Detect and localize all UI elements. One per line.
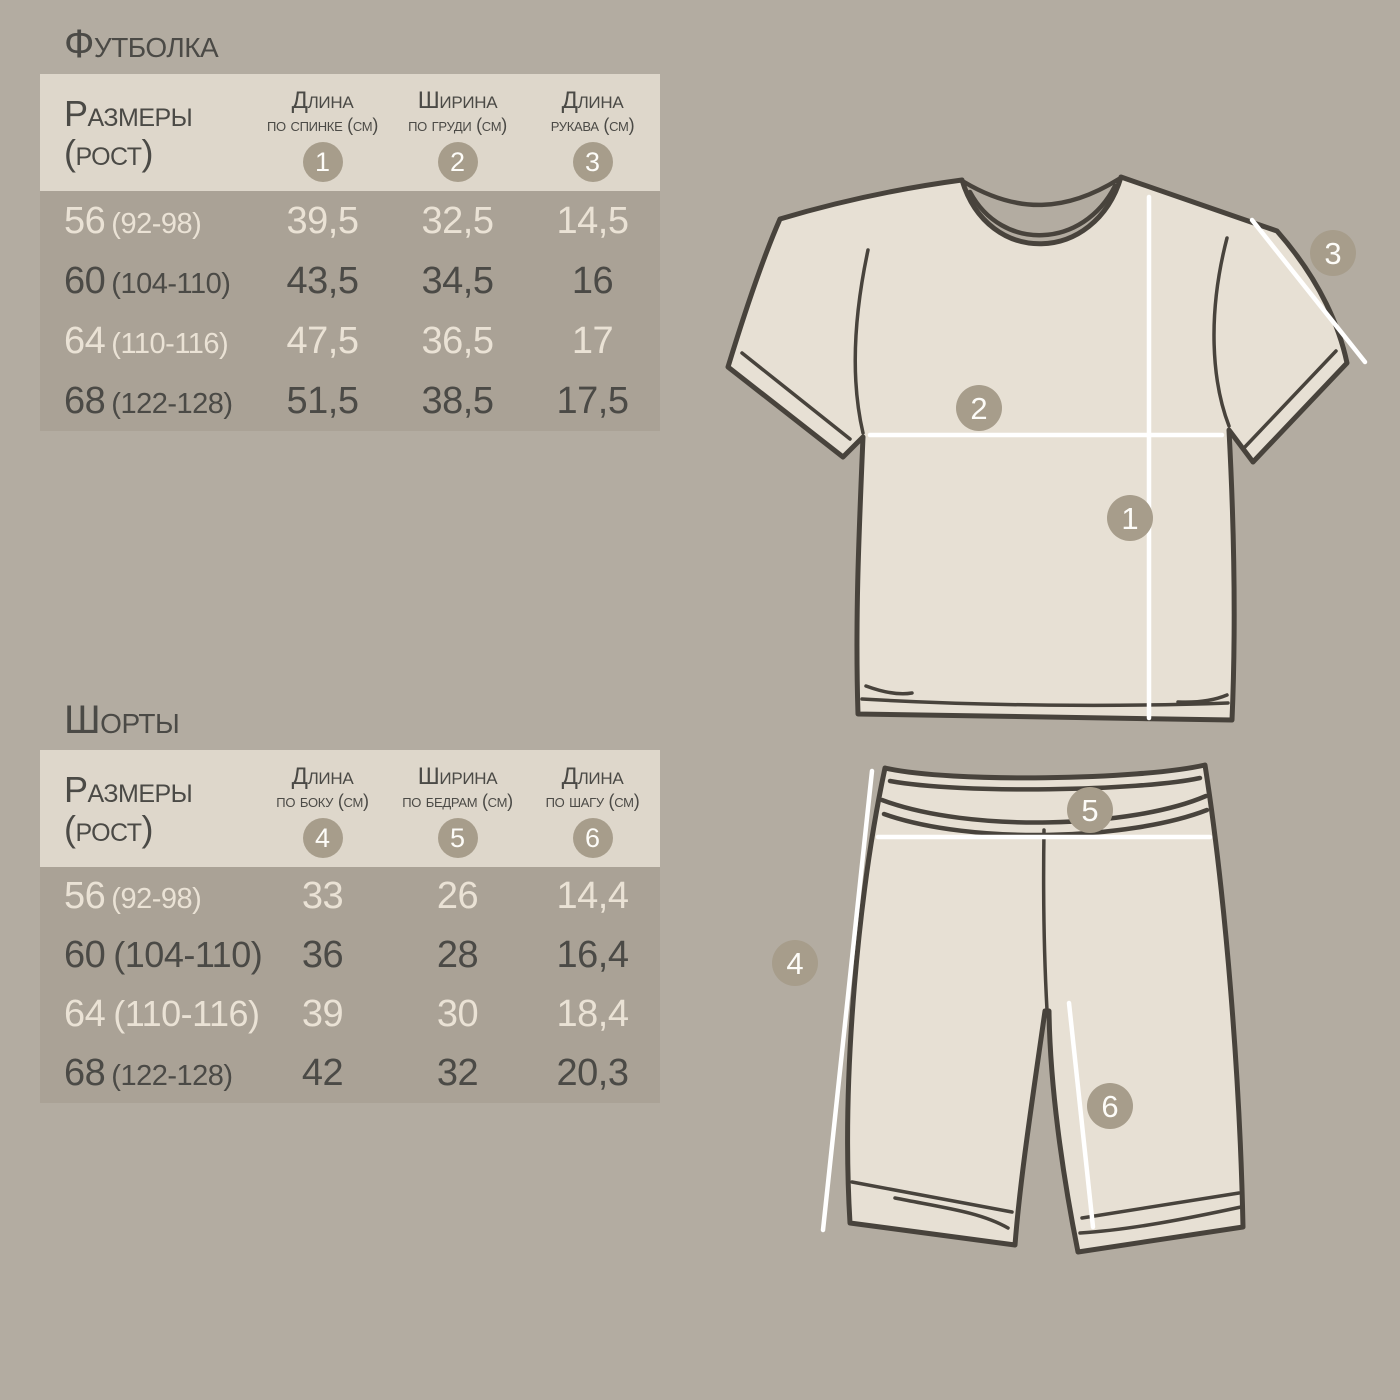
table-row [40, 251, 660, 311]
sleeve-length-value: 14,5 [556, 199, 629, 242]
marker-2-badge: 2 [438, 142, 478, 182]
inseam-value: 14,4 [556, 875, 629, 917]
tshirt-outline [728, 177, 1347, 720]
height-range: (110-116) [111, 327, 229, 360]
inseam-value: 20,3 [556, 1052, 629, 1094]
height-range: (110-116) [113, 993, 260, 1034]
sizes-sublabel: (рост) [64, 132, 154, 173]
side-length-value: 42 [301, 1052, 344, 1094]
back-length-value: 43,5 [286, 259, 359, 302]
diagram-marker-1 [1107, 495, 1153, 541]
hip-width-value: 30 [436, 993, 479, 1035]
sleeve-length-value: 17 [571, 319, 614, 362]
chest-width-value: 36,5 [421, 319, 494, 362]
side-length-value: 33 [301, 875, 344, 917]
table-row [40, 985, 660, 1044]
marker-5-badge: 5 [438, 818, 478, 858]
tshirt-table-body [40, 191, 660, 431]
sizes-sublabel: (рост) [64, 808, 154, 849]
size-value: 64 [64, 319, 106, 362]
svg-text:3: 3 [1324, 236, 1342, 271]
back-length-value: 47,5 [286, 319, 359, 362]
size-value: 68 [64, 1052, 106, 1094]
marker-6-badge: 6 [573, 818, 613, 858]
shorts-section-title: Шорты [64, 698, 180, 742]
hip-width-value: 26 [436, 875, 479, 917]
chest-width-value: 38,5 [421, 379, 494, 422]
size-value: 56 [64, 199, 106, 242]
table-row [40, 867, 660, 926]
back-length-value: 51,5 [286, 379, 359, 422]
table-row [40, 191, 660, 251]
chest-width-value: 34,5 [421, 259, 494, 302]
svg-text:1: 1 [1121, 501, 1139, 536]
size-value: 60 [64, 934, 106, 976]
height-range: (92-98) [111, 883, 202, 915]
size-value: 68 [64, 379, 106, 422]
table-row [40, 926, 660, 985]
sleeve-length-value: 17,5 [556, 379, 629, 422]
svg-text:5: 5 [1081, 793, 1099, 828]
sleeve-length-value: 16 [571, 259, 614, 302]
svg-text:2: 2 [970, 391, 988, 426]
table-row [40, 311, 660, 371]
tshirt-diagram [700, 150, 1400, 770]
diagram-marker-3 [1310, 230, 1356, 276]
column-header-side-length: Длина по боку (см) 4 [255, 750, 390, 867]
svg-text:6: 6 [1101, 1089, 1119, 1124]
height-range: (122-128) [111, 1060, 233, 1092]
svg-text:4: 4 [786, 946, 804, 981]
side-length-value: 36 [301, 934, 344, 976]
sizes-label: Размеры [64, 93, 193, 134]
height-range: (104-110) [111, 267, 231, 300]
diagram-marker-6 [1087, 1083, 1133, 1129]
column-header-sleeve-length: Длина рукава (см) 3 [525, 74, 660, 191]
chest-width-value: 32,5 [421, 199, 494, 242]
height-range: (92-98) [111, 207, 202, 240]
marker-3-badge: 3 [573, 142, 613, 182]
table-row [40, 371, 660, 431]
sizes-header-cell [40, 750, 255, 867]
diagram-marker-4 [772, 940, 818, 986]
inseam-value: 16,4 [556, 934, 629, 976]
back-length-value: 39,5 [286, 199, 359, 242]
tshirt-table-header [40, 74, 660, 191]
column-header-hip-width: Ширина по бедрам (см) 5 [390, 750, 525, 867]
side-length-value: 39 [301, 993, 344, 1035]
hip-width-value: 32 [436, 1052, 479, 1094]
marker-1-badge: 1 [303, 142, 343, 182]
shorts-table-body [40, 867, 660, 1103]
column-header-chest-width: Ширина по груди (см) 2 [390, 74, 525, 191]
marker-4-badge: 4 [303, 818, 343, 858]
sizes-label: Размеры [64, 769, 193, 810]
size-value: 60 [64, 259, 106, 302]
size-value: 56 [64, 875, 106, 917]
diagram-marker-2 [956, 385, 1002, 431]
tshirt-section-title: Футболка [64, 22, 219, 66]
hip-width-value: 28 [436, 934, 479, 976]
sizes-header-cell [40, 74, 255, 191]
inseam-value: 18,4 [556, 993, 629, 1035]
column-header-inseam-length: Длина по шагу (см) 6 [525, 750, 660, 867]
shorts-table-header [40, 750, 660, 867]
shorts-diagram [700, 740, 1400, 1360]
height-range: (104-110) [113, 934, 263, 975]
height-range: (122-128) [111, 387, 233, 420]
table-row [40, 1044, 660, 1103]
column-header-back-length: Длина по спинке (см) 1 [255, 74, 390, 191]
collar-back-seam [964, 179, 1119, 205]
diagram-marker-5 [1067, 787, 1113, 833]
size-value: 64 [64, 993, 106, 1035]
